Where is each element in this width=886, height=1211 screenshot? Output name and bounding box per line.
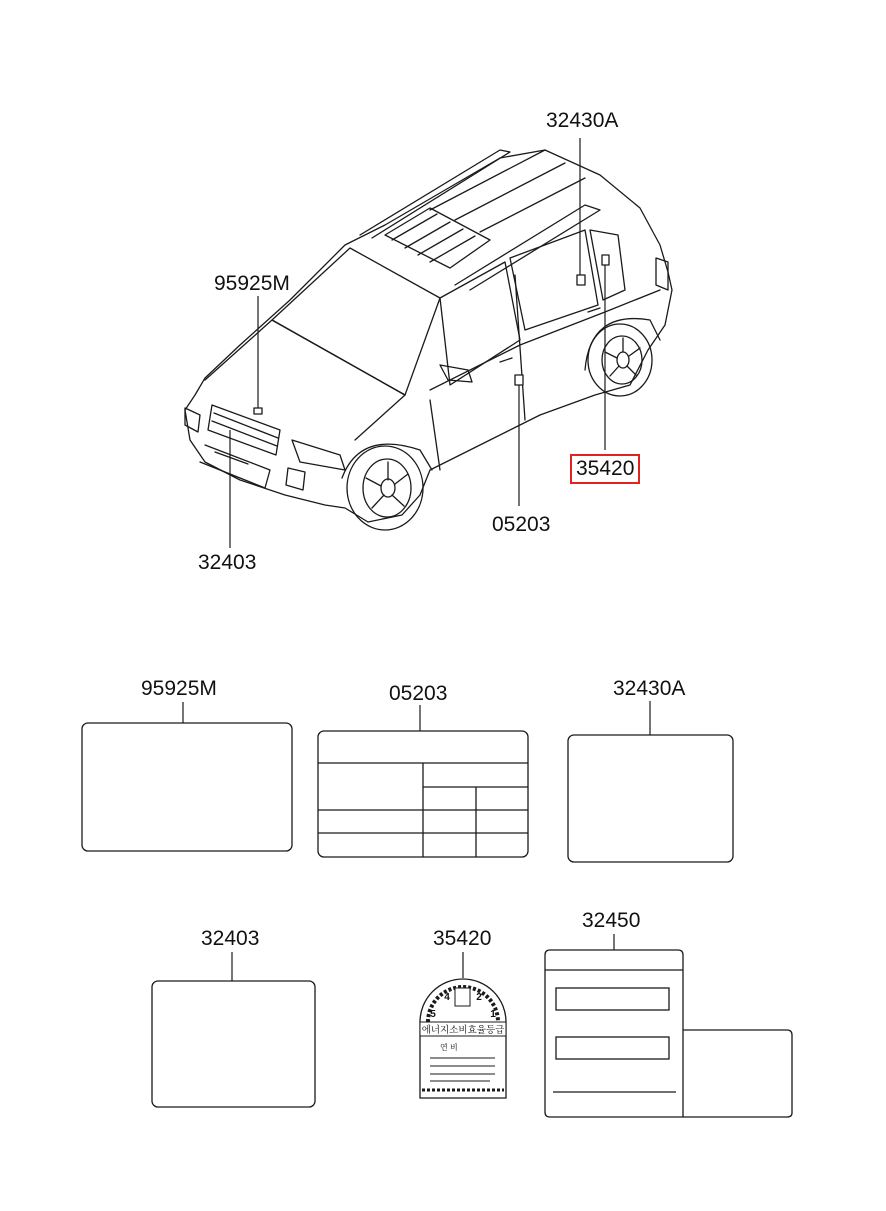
label-title-32430a: 32430A: [613, 677, 686, 700]
label-32430a-box: [568, 735, 733, 862]
label-title-32403: 32403: [201, 927, 260, 950]
grade-number: 5: [430, 1009, 436, 1020]
label-title-95925m: 95925M: [141, 677, 217, 700]
callout-32403: 32403: [198, 551, 257, 574]
label-35420-art: [420, 979, 506, 1098]
label-title-32450: 32450: [582, 909, 641, 932]
label-95925m-box: [82, 723, 292, 851]
fuel-label-header: 에너지소비효율등급: [421, 1025, 505, 1036]
fuel-label-caption: 연 비: [440, 1043, 458, 1052]
callout-35420-highlighted: 35420: [570, 454, 640, 484]
label-05203-box: [318, 731, 528, 857]
grade-number: 4: [444, 992, 450, 1003]
callout-95925m: 95925M: [214, 272, 290, 295]
callout-32430a: 32430A: [546, 109, 619, 132]
grade-number: 2: [476, 992, 482, 1003]
grade-number: 1: [490, 1009, 496, 1020]
callout-05203: 05203: [492, 513, 551, 536]
label-title-05203: 05203: [389, 682, 448, 705]
label-32450-box: [545, 950, 792, 1117]
label-title-35420: 35420: [433, 927, 492, 950]
label-32403-box: [152, 981, 315, 1107]
